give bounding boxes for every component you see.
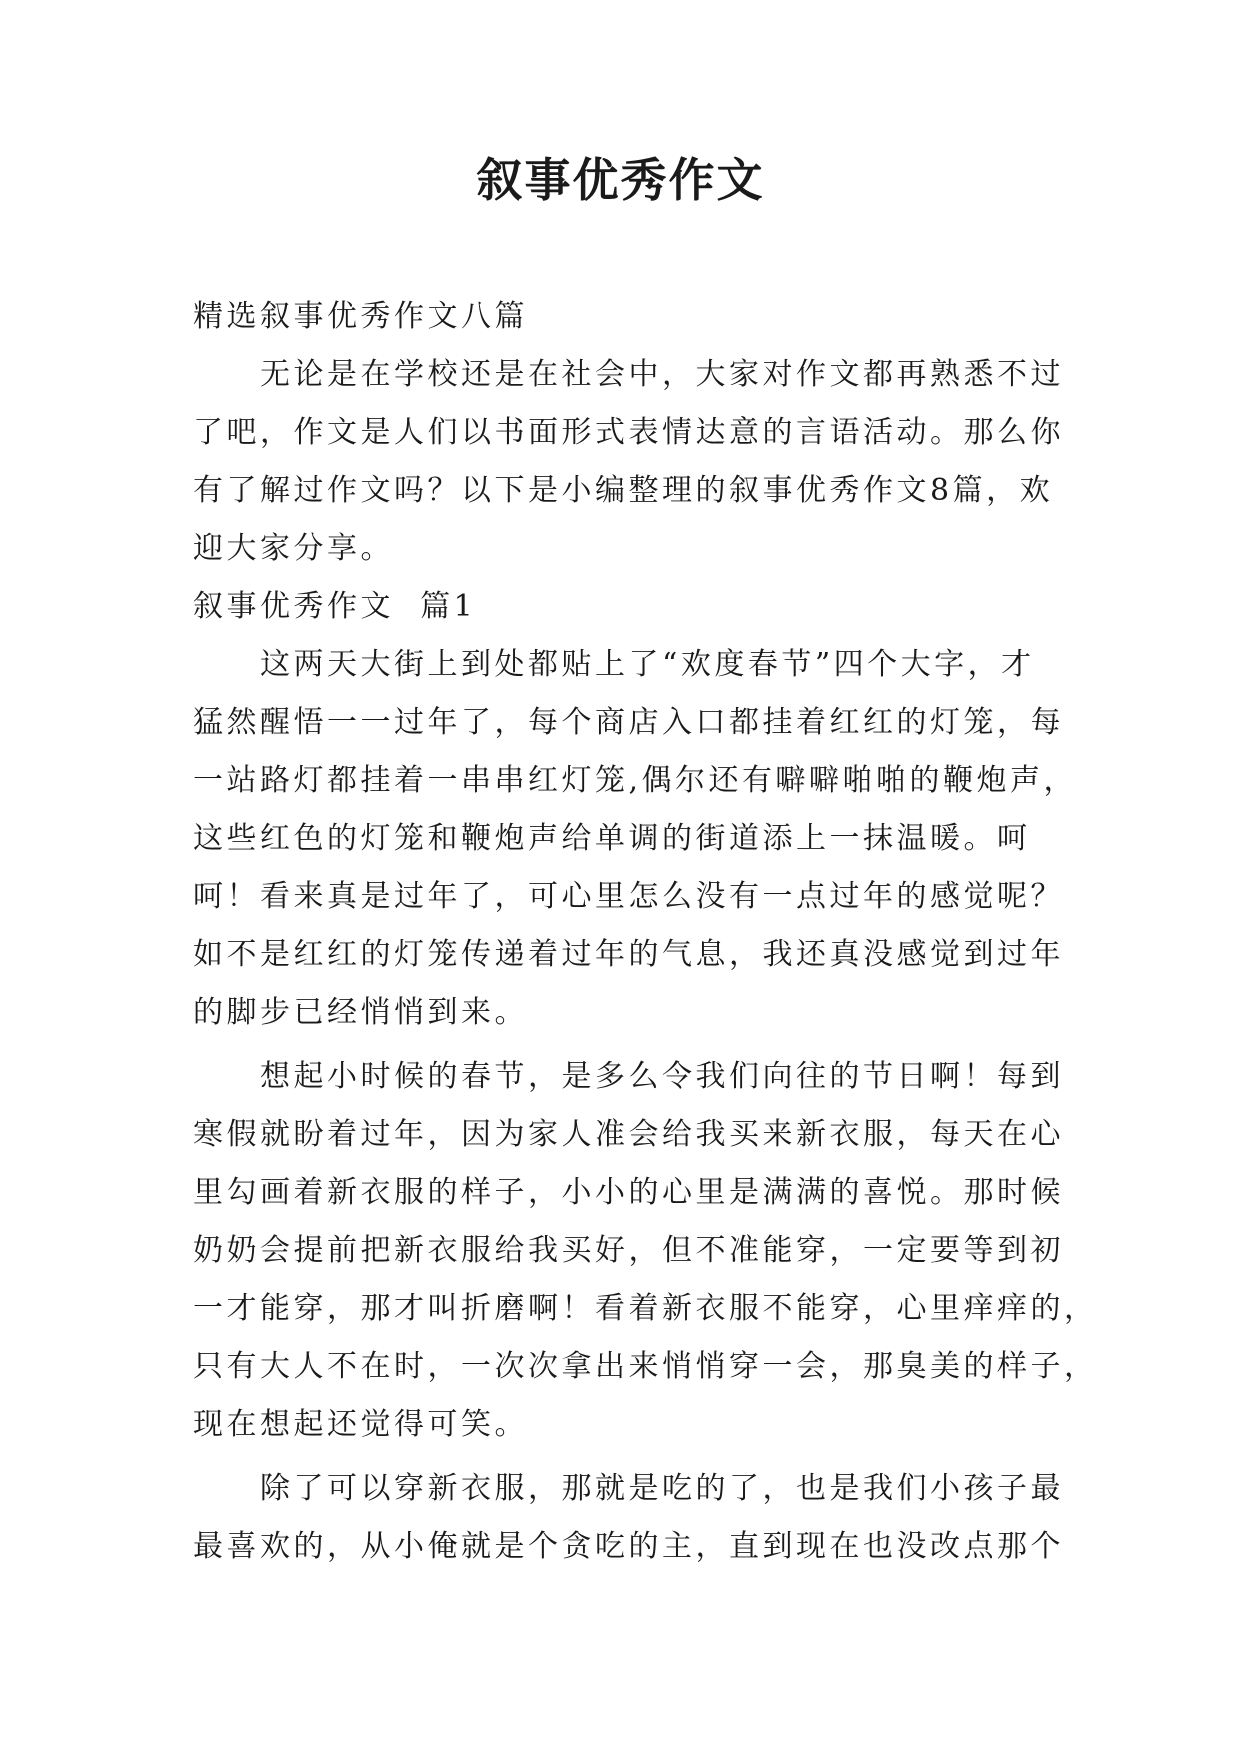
text-line: 猛然醒悟一一过年了，每个商店入口都挂着红红的灯笼，每 xyxy=(193,705,1064,740)
body-paragraph-3 xyxy=(193,1460,1064,1576)
body-paragraph-1 xyxy=(193,636,1078,1042)
document-body xyxy=(193,288,1098,1576)
text-line: 这些红色的灯笼和鞭炮声给单调的街道添上一抹温暖。呵 xyxy=(193,821,1031,856)
section-heading: 叙事优秀作文 篇1 xyxy=(193,589,477,624)
text-line: 迎大家分享。 xyxy=(193,531,394,566)
text-line: 想起小时候的春节，是多么令我们向往的节日啊！每到 xyxy=(260,1059,1064,1094)
subtitle: 精选叙事优秀作文八篇 xyxy=(193,299,528,334)
text-line: 这两天大街上到处都贴上了“欢度春节”四个大字，才 xyxy=(260,647,1035,682)
text-line: 一才能穿，那才叫折磨啊！看着新衣服不能穿，心里痒痒的， xyxy=(193,1291,1098,1326)
text-line: 只有大人不在时，一次次拿出来悄悄穿一会，那臭美的样子， xyxy=(193,1349,1098,1384)
text-line: 无论是在学校还是在社会中，大家对作文都再熟悉不过 xyxy=(260,357,1064,392)
text-line: 有了解过作文吗？以下是小编整理的叙事优秀作文8篇，欢 xyxy=(193,473,1054,508)
text-line: 除了可以穿新衣服，那就是吃的了，也是我们小孩子最 xyxy=(260,1471,1064,1506)
text-line: 如不是红红的灯笼传递着过年的气息，我还真没感觉到过年 xyxy=(193,937,1064,972)
body-paragraph-2 xyxy=(193,1048,1098,1454)
text-line: 里勾画着新衣服的样子，小小的心里是满满的喜悦。那时候 xyxy=(193,1175,1064,1210)
text-line: 呵！看来真是过年了，可心里怎么没有一点过年的感觉呢？ xyxy=(193,879,1064,914)
text-line: 一站路灯都挂着一串串红灯笼,偶尔还有噼噼啪啪的鞭炮声， xyxy=(193,763,1078,798)
text-line: 了吧，作文是人们以书面形式表情达意的言语活动。那么你 xyxy=(193,415,1064,450)
intro-paragraph xyxy=(193,346,1064,578)
document-title: 叙事优秀作文 xyxy=(476,153,765,207)
text-line: 寒假就盼着过年，因为家人准会给我买来新衣服，每天在心 xyxy=(193,1117,1064,1152)
text-line: 现在想起还觉得可笑。 xyxy=(193,1407,528,1442)
text-line: 奶奶会提前把新衣服给我买好，但不准能穿，一定要等到初 xyxy=(193,1233,1064,1268)
text-line: 最喜欢的，从小俺就是个贪吃的主，直到现在也没改点那个 xyxy=(193,1529,1064,1564)
text-line: 的脚步已经悄悄到来。 xyxy=(193,995,528,1030)
